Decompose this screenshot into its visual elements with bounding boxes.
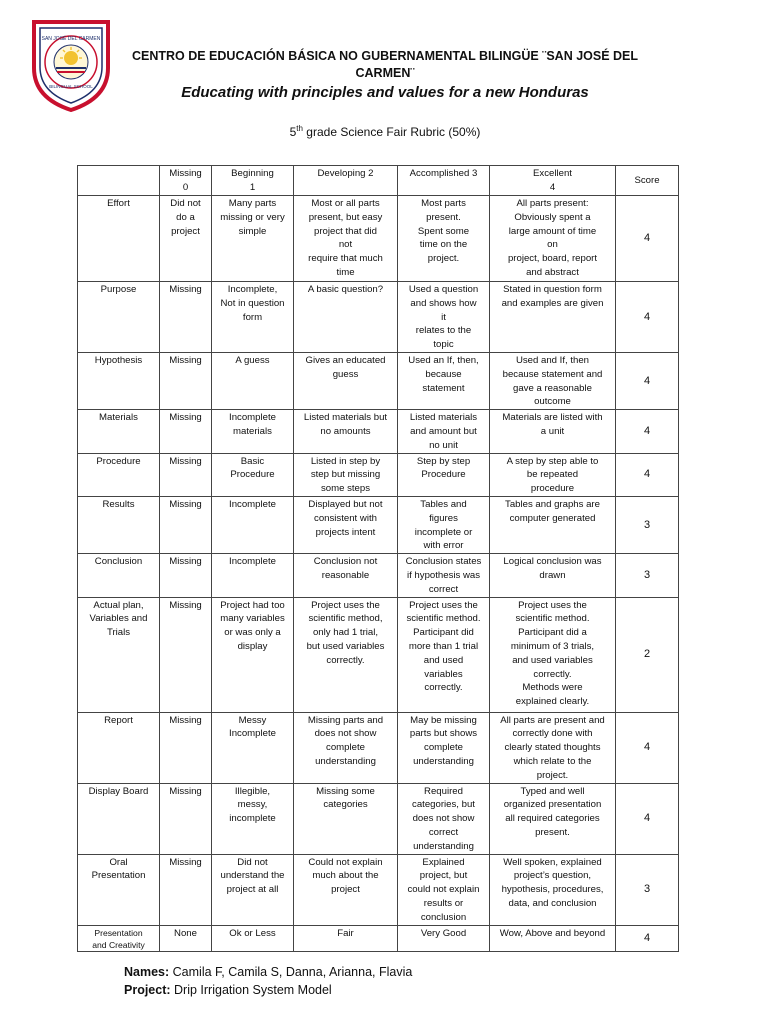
accomplished-cell: Explained project, but could not explain results or conclusion — [398, 854, 490, 925]
missing-cell: Missing — [160, 854, 212, 925]
rubric-header-row — [78, 166, 679, 196]
header-criterion — [78, 166, 160, 196]
missing-cell: Missing — [160, 453, 212, 496]
names-label: Names: — [124, 965, 170, 979]
beginning-cell: Illegible, messy, incomplete — [212, 783, 294, 854]
beginning-cell: Project had too many variables or was only a display — [212, 597, 294, 712]
developing-cell: Missing parts and does not show complete understanding — [294, 712, 398, 783]
header-excellent: Excellent 4 — [490, 166, 616, 196]
score-cell: 4 — [616, 783, 679, 854]
beginning-cell: Messy Incomplete — [212, 712, 294, 783]
grade-number: 5 — [289, 125, 297, 139]
rubric-row — [78, 554, 679, 597]
rubric-row — [78, 196, 679, 282]
school-crest-logo — [30, 18, 112, 112]
accomplished-cell: Step by step Procedure — [398, 453, 490, 496]
logo-text-top: SAN JOSÉ DEL CARMEN — [41, 36, 101, 42]
header-score: Score — [616, 166, 679, 196]
developing-cell: Could not explain much about the project — [294, 854, 398, 925]
missing-cell: Missing — [160, 352, 212, 409]
accomplished-cell: Most parts present. Spent some time on the project. — [398, 196, 490, 282]
beginning-cell: A guess — [212, 352, 294, 409]
criterion-cell: Presentation and Creativity — [78, 925, 160, 951]
missing-cell: Missing — [160, 282, 212, 353]
excellent-cell: Materials are listed with a unit — [490, 410, 616, 453]
criterion-cell: Materials — [78, 410, 160, 453]
excellent-cell: Stated in question form and examples are given — [490, 282, 616, 353]
missing-cell: Missing — [160, 597, 212, 712]
excellent-cell: Typed and well organized presentation all required categories present. — [490, 783, 616, 854]
developing-cell: A basic question? — [294, 282, 398, 353]
accomplished-cell: Very Good — [398, 925, 490, 951]
excellent-cell: Logical conclusion was drawn — [490, 554, 616, 597]
accomplished-cell: Required categories, but does not show correct understanding — [398, 783, 490, 854]
rubric-row — [78, 453, 679, 496]
beginning-cell: Ok or Less — [212, 925, 294, 951]
excellent-cell: A step by step able to be repeated procedure — [490, 453, 616, 496]
footer — [124, 963, 412, 999]
excellent-cell: All parts are present and correctly done with clearly stated thoughts which relate to the project. — [490, 712, 616, 783]
school-name: CENTRO DE EDUCACIÓN BÁSICA NO GUBERNAMENTAL BILINGÜE ¨SAN JOSÉ DEL CARMEN¨ — [131, 49, 639, 80]
rubric-title-text: grade Science Fair Rubric (50%) — [302, 125, 481, 139]
developing-cell: Missing some categories — [294, 783, 398, 854]
score-cell: 3 — [616, 854, 679, 925]
beginning-cell: Incomplete — [212, 496, 294, 553]
developing-cell: Listed materials but no amounts — [294, 410, 398, 453]
project-line — [124, 981, 412, 999]
criterion-cell: Conclusion — [78, 554, 160, 597]
rubric-row — [78, 925, 679, 951]
excellent-cell: Used and If, then because statement and gave a reasonable outcome — [490, 352, 616, 409]
criterion-cell: Report — [78, 712, 160, 783]
rubric-title — [160, 124, 610, 139]
project-label: Project: — [124, 983, 171, 997]
header-missing: Missing 0 — [160, 166, 212, 196]
names-line — [124, 963, 412, 981]
names-value: Camila F, Camila S, Danna, Arianna, Flavia — [169, 965, 413, 979]
beginning-cell: Basic Procedure — [212, 453, 294, 496]
accomplished-cell: Used an If, then, because statement — [398, 352, 490, 409]
criterion-cell: Results — [78, 496, 160, 553]
missing-cell: Missing — [160, 410, 212, 453]
beginning-cell: Incomplete, Not in question form — [212, 282, 294, 353]
logo-text-bottom: BILINGUAL SCHOOL — [49, 84, 93, 89]
missing-cell: Missing — [160, 554, 212, 597]
beginning-cell: Did not understand the project at all — [212, 854, 294, 925]
score-cell: 4 — [616, 352, 679, 409]
rubric-row — [78, 854, 679, 925]
rubric-row — [78, 410, 679, 453]
accomplished-cell: Conclusion states if hypothesis was correct — [398, 554, 490, 597]
score-cell: 3 — [616, 554, 679, 597]
developing-cell: Displayed but not consistent with projects intent — [294, 496, 398, 553]
rubric-row — [78, 352, 679, 409]
accomplished-cell: Used a question and shows how it relates to the topic — [398, 282, 490, 353]
score-cell: 3 — [616, 496, 679, 553]
accomplished-cell: Tables and figures incomplete or with error — [398, 496, 490, 553]
criterion-cell: Procedure — [78, 453, 160, 496]
missing-cell: Missing — [160, 783, 212, 854]
criterion-cell: Actual plan, Variables and Trials — [78, 597, 160, 712]
beginning-cell: Incomplete — [212, 554, 294, 597]
header-beginning: Beginning 1 — [212, 166, 294, 196]
missing-cell: Did not do a project — [160, 196, 212, 282]
criterion-cell: Display Board — [78, 783, 160, 854]
project-value: Drip Irrigation System Model — [170, 983, 332, 997]
developing-cell: Project uses the scientific method, only had 1 trial, but used variables correctly. — [294, 597, 398, 712]
criterion-cell: Hypothesis — [78, 352, 160, 409]
developing-cell: Most or all parts present, but easy project that did not require that much time — [294, 196, 398, 282]
excellent-cell: All parts present: Obviously spent a large amount of time on project, board, report and abstract — [490, 196, 616, 282]
score-cell: 4 — [616, 712, 679, 783]
score-cell: 4 — [616, 453, 679, 496]
accomplished-cell: Project uses the scientific method. Participant did more than 1 trial and used variables correctly. — [398, 597, 490, 712]
score-cell: 2 — [616, 597, 679, 712]
rubric-table — [77, 165, 679, 952]
crest-icon — [30, 18, 112, 112]
beginning-cell: Many parts missing or very simple — [212, 196, 294, 282]
excellent-cell: Tables and graphs are computer generated — [490, 496, 616, 553]
header-accomplished: Accomplished 3 — [398, 166, 490, 196]
developing-cell: Conclusion not reasonable — [294, 554, 398, 597]
excellent-cell: Wow, Above and beyond — [490, 925, 616, 951]
excellent-cell: Well spoken, explained project’s question, hypothesis, procedures, data, and conclusion — [490, 854, 616, 925]
rubric-row — [78, 597, 679, 712]
score-cell: 4 — [616, 196, 679, 282]
rubric-row — [78, 783, 679, 854]
rubric-row — [78, 712, 679, 783]
header-developing: Developing 2 — [294, 166, 398, 196]
rubric-row — [78, 496, 679, 553]
criterion-cell: Effort — [78, 196, 160, 282]
missing-cell: Missing — [160, 712, 212, 783]
missing-cell: Missing — [160, 496, 212, 553]
score-cell: 4 — [616, 410, 679, 453]
rubric-row — [78, 282, 679, 353]
criterion-cell: Oral Presentation — [78, 854, 160, 925]
accomplished-cell: May be missing parts but shows complete understanding — [398, 712, 490, 783]
missing-cell: None — [160, 925, 212, 951]
criterion-cell: Purpose — [78, 282, 160, 353]
developing-cell: Fair — [294, 925, 398, 951]
grade-suffix: th — [296, 124, 303, 133]
accomplished-cell: Listed materials and amount but no unit — [398, 410, 490, 453]
beginning-cell: Incomplete materials — [212, 410, 294, 453]
developing-cell: Listed in step by step but missing some steps — [294, 453, 398, 496]
developing-cell: Gives an educated guess — [294, 352, 398, 409]
excellent-cell: Project uses the scientific method. Participant did a minimum of 3 trials, and used variables correctly. Methods were explained clearly. — [490, 597, 616, 712]
score-cell: 4 — [616, 282, 679, 353]
score-cell: 4 — [616, 925, 679, 951]
school-motto: Educating with principles and values for a new Honduras — [181, 84, 589, 101]
